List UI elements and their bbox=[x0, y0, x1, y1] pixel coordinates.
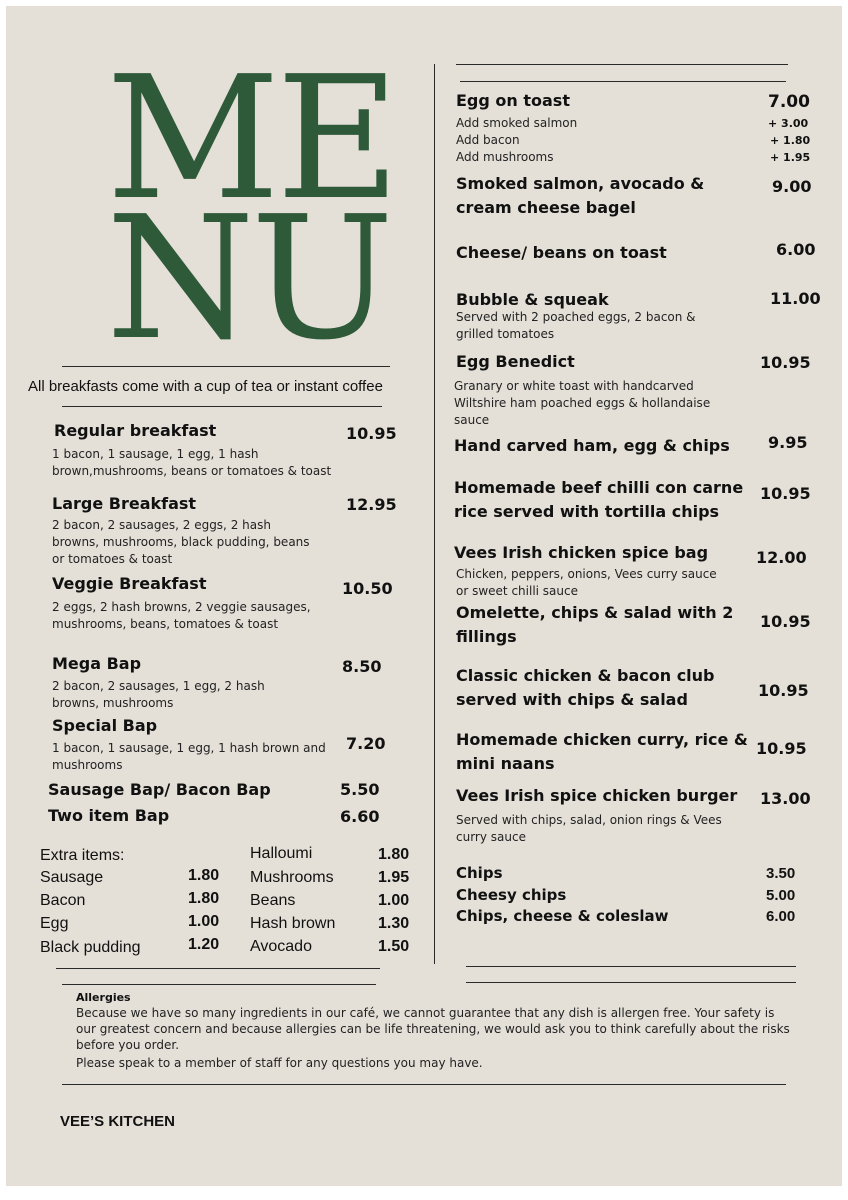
left-item-price: 6.60 bbox=[340, 807, 380, 826]
extra-item-price: 1.95 bbox=[378, 869, 410, 886]
left-item-price: 5.50 bbox=[340, 780, 380, 799]
menu-title-line2: NU bbox=[106, 180, 391, 378]
extra-item-price: 1.00 bbox=[188, 913, 220, 930]
right-item-desc: Chicken, peppers, onions, Vees curry sauce or sweet chilli sauce bbox=[456, 567, 717, 598]
divider-under-note bbox=[62, 406, 382, 407]
allergies-heading: Allergies bbox=[76, 991, 131, 1004]
right-item-desc: Served with chips, salad, onion rings & Vees curry sauce bbox=[456, 813, 722, 844]
divider-footer bbox=[62, 1084, 786, 1085]
chips-item-price: 6.00 bbox=[766, 908, 796, 925]
right-item-name: Cheese/ beans on toast bbox=[456, 243, 667, 262]
right-item-name: Bubble & squeak bbox=[456, 290, 609, 309]
right-item-price: 13.00 bbox=[760, 789, 811, 808]
left-item-price: 7.20 bbox=[346, 734, 386, 753]
left-item-desc: 2 eggs, 2 hash browns, 2 veggie sausages, mushrooms, beans, tomatoes & toast bbox=[52, 600, 311, 631]
chips-item-price: 3.50 bbox=[766, 865, 796, 882]
right-item-price: 11.00 bbox=[770, 289, 821, 308]
left-item-price: 12.95 bbox=[346, 495, 397, 514]
extra-item-price: 1.80 bbox=[188, 867, 220, 884]
extra-item-price: 1.80 bbox=[378, 846, 410, 863]
center-divider bbox=[434, 64, 435, 964]
extra-item-name: Egg bbox=[40, 915, 69, 932]
right-item-price: 9.95 bbox=[768, 433, 808, 452]
right-item-price: 10.95 bbox=[760, 484, 811, 503]
right-item-name: Egg Benedict bbox=[456, 352, 575, 371]
right-item-desc: Granary or white toast with handcarved Wiltshire ham poached eggs & hollandaise sauce bbox=[454, 379, 711, 427]
right-item-name: Vees Irish chicken spice bag bbox=[454, 543, 709, 562]
right-item-name: Hand carved ham, egg & chips bbox=[454, 436, 730, 455]
left-item-desc: 2 bacon, 2 sausages, 2 eggs, 2 hash browns, mushrooms, black pudding, beans or tomatoes & toast bbox=[52, 518, 310, 566]
right-item-price: 10.95 bbox=[760, 612, 811, 631]
left-item-price: 8.50 bbox=[342, 657, 382, 676]
divider-left-bottom-2 bbox=[62, 984, 376, 985]
addon-name: Add smoked salmon bbox=[456, 116, 578, 130]
left-item-name: Special Bap bbox=[52, 716, 158, 735]
left-item-name: Regular breakfast bbox=[54, 421, 217, 440]
allergies-text: Because we have so many ingredients in our café, we cannot guarantee that any dish is allergen free. Your safety is our greatest concern and because allergies can be life threatening, we would ask you to think carefully about the risks before you order. bbox=[76, 1006, 790, 1052]
brand-name: VEE’S KITCHEN bbox=[60, 1113, 176, 1130]
chips-item-name: Chips, cheese & coleslaw bbox=[456, 907, 669, 925]
addon-name: Add bacon bbox=[456, 133, 520, 147]
divider-left-bottom-1 bbox=[56, 968, 380, 969]
left-item-price: 10.95 bbox=[346, 424, 397, 443]
left-item-name: Sausage Bap/ Bacon Bap bbox=[48, 780, 271, 799]
right-item-name: Egg on toast bbox=[456, 91, 570, 110]
left-item-name: Two item Bap bbox=[48, 806, 170, 825]
divider-right-top-2 bbox=[460, 81, 786, 82]
right-item-price: 10.95 bbox=[760, 353, 811, 372]
extra-item-name: Mushrooms bbox=[250, 869, 334, 886]
extra-item-name: Bacon bbox=[40, 892, 86, 909]
extra-item-name: Hash brown bbox=[250, 915, 336, 932]
divider-under-title bbox=[62, 366, 390, 367]
menu-page bbox=[6, 6, 842, 1186]
right-item-name: Omelette, chips & salad with 2 fillings bbox=[456, 603, 734, 646]
chips-item-price: 5.00 bbox=[766, 887, 796, 904]
addon-price: + 1.80 bbox=[770, 134, 811, 147]
extra-item-name: Sausage bbox=[40, 869, 104, 886]
addon-price: + 3.00 bbox=[768, 117, 809, 130]
extra-item-name: Halloumi bbox=[250, 845, 313, 862]
right-item-name: Homemade beef chilli con carne rice served with tortilla chips bbox=[454, 478, 744, 521]
extra-item-name: Black pudding bbox=[40, 939, 141, 956]
left-item-desc: 1 bacon, 1 sausage, 1 egg, 1 hash brown,mushrooms, beans or tomatoes & toast bbox=[52, 447, 332, 478]
breakfast-note: All breakfasts come with a cup of tea or instant coffee bbox=[28, 378, 383, 395]
right-item-desc: Served with 2 poached eggs, 2 bacon & grilled tomatoes bbox=[456, 310, 696, 341]
divider-right-bottom-2 bbox=[466, 982, 796, 983]
right-item-price: 12.00 bbox=[756, 548, 807, 567]
left-item-name: Mega Bap bbox=[52, 654, 142, 673]
extra-item-name: Avocado bbox=[250, 938, 312, 955]
chips-item-name: Chips bbox=[456, 864, 503, 882]
right-item-price: 10.95 bbox=[756, 739, 807, 758]
divider-right-top-1 bbox=[456, 64, 788, 65]
left-item-price: 10.50 bbox=[342, 579, 393, 598]
divider-right-bottom-1 bbox=[466, 966, 796, 967]
chips-item-name: Cheesy chips bbox=[456, 886, 567, 904]
right-item-name: Classic chicken & bacon club served with chips & salad bbox=[456, 666, 715, 709]
extra-item-price: 1.50 bbox=[378, 938, 410, 955]
left-item-name: Large Breakfast bbox=[52, 494, 197, 513]
menu-title-line1: ME bbox=[106, 40, 397, 238]
right-item-price: 9.00 bbox=[772, 177, 812, 196]
right-item-name: Vees Irish spice chicken burger bbox=[456, 786, 738, 805]
extra-item-price: 1.20 bbox=[188, 936, 220, 953]
extras-heading: Extra items: bbox=[40, 847, 125, 864]
right-item-price: 6.00 bbox=[776, 240, 816, 259]
extra-item-price: 1.80 bbox=[188, 890, 220, 907]
left-item-name: Veggie Breakfast bbox=[52, 574, 207, 593]
addon-name: Add mushrooms bbox=[456, 150, 554, 164]
left-item-desc: 2 bacon, 2 sausages, 1 egg, 2 hash browns, mushrooms bbox=[52, 679, 265, 710]
right-item-name: Homemade chicken curry, rice & mini naans bbox=[456, 730, 748, 773]
extra-item-name: Beans bbox=[250, 892, 296, 909]
addon-price: + 1.95 bbox=[770, 151, 811, 164]
right-item-price: 7.00 bbox=[768, 92, 810, 112]
right-item-price: 10.95 bbox=[758, 681, 809, 700]
extra-item-price: 1.30 bbox=[378, 915, 410, 932]
right-item-name: Smoked salmon, avocado & cream cheese bagel bbox=[456, 174, 705, 217]
extra-item-price: 1.00 bbox=[378, 892, 410, 909]
left-item-desc: 1 bacon, 1 sausage, 1 egg, 1 hash brown and mushrooms bbox=[52, 741, 326, 772]
allergies-text-2: Please speak to a member of staff for any questions you may have. bbox=[76, 1056, 483, 1070]
